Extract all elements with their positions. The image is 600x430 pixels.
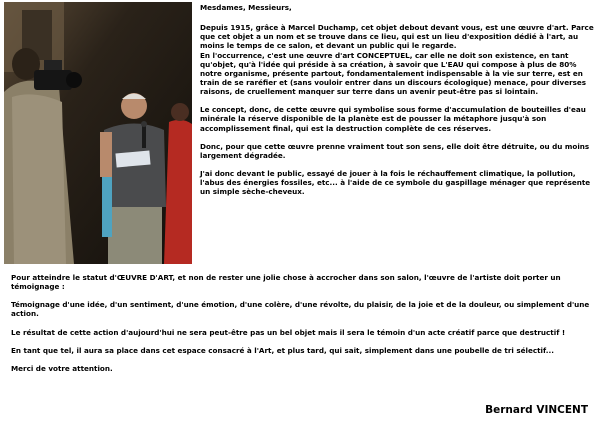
concept-paragraph-4: J'ai donc devant le public, essayé de jouer à la fois le réchauffement climatique, la pollution, l'abus des énergies fossiles, etc... à l'aide de ce symbole du gaspillage ménager que représente un simple sèche-cheveux.: [200, 168, 591, 197]
signature: Bernard VINCENT: [485, 404, 588, 416]
salutation: Mesdames, Messieurs,: [200, 3, 292, 12]
closing-line: Merci de votre attention.: [11, 363, 113, 373]
letter-text-bottom: [11, 273, 596, 382]
photo-illustration: [4, 2, 192, 264]
concept-paragraph-1: En l'occurrence, c'est une œuvre d'art CONCEPTUEL, car elle ne doit son existence, en tant qu'objet, qu'à l'idée qui préside à sa création, à savoir que L'EAU qui compose à plus de 80% notre organisme, présente partout, fondamentalement indispensable à la vie sur terre, est en train de se raréfier et (sans vouloir entrer dans un discours écologique) menace, pour diverses raisons, de cruellement manquer sur terre dans un avenir peut-être pas si lointain.: [200, 50, 587, 97]
place-paragraph: En tant que tel, il aura sa place dans cet espace consacré à l'Art, et plus tard, qui sait, simplement dans une poubelle de tri sélectif...: [11, 345, 554, 355]
statut-paragraph: Pour atteindre le statut d'ŒUVRE D'ART, et non de rester une jolie chose à accrocher dans son salon, l'œuvre de l'artiste doit porter un témoignage :: [11, 273, 561, 292]
resultat-paragraph: Le résultat de cette action d'aujourd'hui ne sera peut-être pas un bel objet mais il sera le témoin d'un acte créatif parce que destructif !: [11, 327, 566, 337]
performance-photo: [4, 2, 192, 264]
concept-paragraph-2: Le concept, donc, de cette œuvre qui symbolise sous forme d'accumulation de bouteilles d'eau minérale la réserve disponible de la planète est de pousser la métaphore jusqu'à son accomplissement final, qui est la destruction complète de ces réserves.: [200, 105, 586, 133]
intro-paragraph: Depuis 1915, grâce à Marcel Duchamp, cet objet debout devant vous, est une œuvre d'art. Parce que cet objet a un nom et se trouve dans ce lieu, qui est un lieu d'exposition dédié à l'art, au moins le temps de ce salon, et devant un public qui le regarde.: [200, 23, 594, 51]
concept-paragraph-3: Donc, pour que cette œuvre prenne vraiment tout son sens, elle doit être détruite, ou du moins largement dégradée.: [200, 141, 590, 160]
letter-text-right: [200, 3, 598, 205]
temoignage-paragraph: Témoignage d'une idée, d'un sentiment, d'une émotion, d'une colère, d'une révolte, du plaisir, de la joie et de la douleur, ou simplement d'une action.: [11, 300, 590, 319]
